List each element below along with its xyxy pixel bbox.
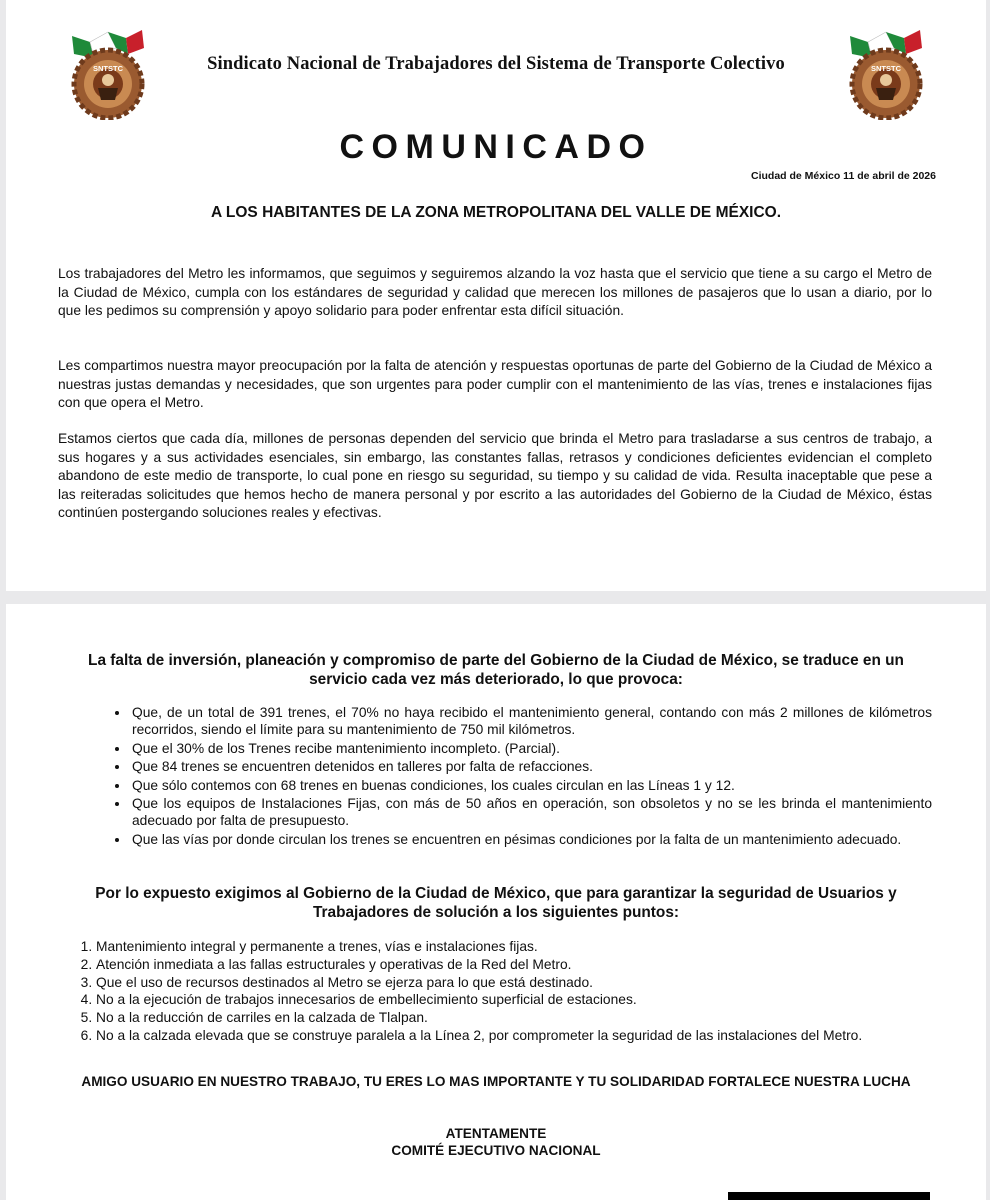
svg-text:SNTSTC: SNTSTC	[93, 64, 123, 73]
demand-item: 1. Mantenimiento integral y permanente a trenes, vías e instalaciones fijas.	[96, 938, 932, 955]
union-emblem-logo	[846, 24, 926, 120]
demand-item: 5. No a la reducción de carriles en la calzada de Tlalpan.	[96, 1009, 932, 1026]
demand-item: 3. Que el uso de recursos destinados al Metro se ejerza para lo que está destinado.	[96, 974, 932, 991]
body-paragraph: Estamos ciertos que cada día, millones de personas dependen del servicio que brinda el Metro para trasladarse a sus centros de trabajo, a sus hogares y a sus actividades esenciales, sin embargo, las constantes fallas, retrasos y condiciones deficientes evidencian el completo abandono de este medio de transporte, lo cual pone en riesgo su seguridad, su tiempo y su calidad de vida. Resulta inaceptable que pese a las reiteradas solicitudes que hemos hecho de manera personal y por escrito a las autoridades del Gobierno de la Ciudad de México, éstas continúen postergando soluciones reales y efectivas.	[58, 431, 932, 520]
demand-item: 2. Atención inmediata a las fallas estructurales y operativas de la Red del Metro.	[96, 956, 932, 973]
document-page-1	[6, 0, 986, 591]
union-emblem-logo	[68, 24, 148, 120]
addressee-heading: A LOS HABITANTES DE LA ZONA METROPOLITANA DEL VALLE DE MÉXICO.	[210, 204, 782, 221]
problem-item: • Que las vías por donde circulan los trenes se encuentren en pésimas condiciones por la falta de un mantenimiento adecuado.	[130, 831, 932, 848]
svg-text:SNTSTC: SNTSTC	[871, 64, 901, 73]
problem-item: • Que, de un total de 391 trenes, el 70% no haya recibido el mantenimiento general, contando con más 2 millones de kilómetros recorridos, siendo el límite para su mantenimiento de 750 mil kilómetros.	[130, 704, 932, 738]
document-page-2	[6, 604, 986, 1200]
problems-list	[56, 704, 932, 849]
problems-heading: La falta de inversión, planeación y compromiso de parte del Gobierno de la Ciudad de México, se traduce en un servicio cada vez más deteriorado, lo que provoca:	[88, 652, 904, 688]
demand-item: 6. No a la calzada elevada que se construye paralela a la Línea 2, por comprometer la seguridad de las instalaciones del Metro.	[96, 1027, 932, 1044]
demands-list	[58, 938, 932, 1045]
problem-item: • Que los equipos de Instalaciones Fijas, con más de 50 años en operación, son obsoletos y no se les brinda el mantenimiento adecuado por falta de presupuesto.	[130, 795, 932, 829]
demand-item: 4. No a la ejecución de trabajos innecesarios de embellecimiento superficial de estaciones.	[96, 991, 932, 1008]
body-paragraph: Les compartimos nuestra mayor preocupación por la falta de atención y respuestas oportunas de parte del Gobierno de la Ciudad de México a nuestras justas demandas y necesidades, que son urgentes para poder cumplir con el mantenimiento de las vías, trenes e instalaciones fijas con que opera el Metro.	[58, 358, 932, 410]
closing-regards: ATENTAMENTE	[445, 1126, 547, 1141]
signing-committee: COMITÉ EJECUTIVO NACIONAL	[391, 1143, 601, 1158]
closing-slogan: AMIGO USUARIO EN NUESTRO TRABAJO, TU ERES LO MAS IMPORTANTE Y TU SOLIDARIDAD FORTALECE NUESTRA LUCHA	[81, 1074, 911, 1089]
union-name: Sindicato Nacional de Trabajadores del Sistema de Transporte Colectivo	[207, 54, 785, 74]
problem-item: • Que el 30% de los Trenes recibe mantenimiento incompleto. (Parcial).	[130, 740, 932, 757]
document-date: Ciudad de México 11 de abril de 2026	[751, 170, 936, 182]
document-title: COMUNICADO	[339, 128, 653, 166]
redaction-block	[728, 1192, 930, 1200]
problem-item: • Que 84 trenes se encuentren detenidos en talleres por falta de refacciones.	[130, 758, 932, 775]
problem-item: • Que sólo contemos con 68 trenes en buenas condiciones, los cuales circulan en las Líneas 1 y 12.	[130, 777, 932, 794]
body-paragraph: Los trabajadores del Metro les informamos, que seguimos y seguiremos alzando la voz hasta que el servicio que tiene a su cargo el Metro de la Ciudad de México, cumpla con los estándares de seguridad y calidad que merecen los millones de pasajeros que lo usan a diario, por lo que les pedimos su comprensión y apoyo solidario para poder enfrentar esta difícil situación.	[58, 266, 932, 318]
demands-heading: Por lo expuesto exigimos al Gobierno de la Ciudad de México, que para garantizar la seguridad de Usuarios y Trabajadores de solución a los siguientes puntos:	[95, 885, 897, 921]
